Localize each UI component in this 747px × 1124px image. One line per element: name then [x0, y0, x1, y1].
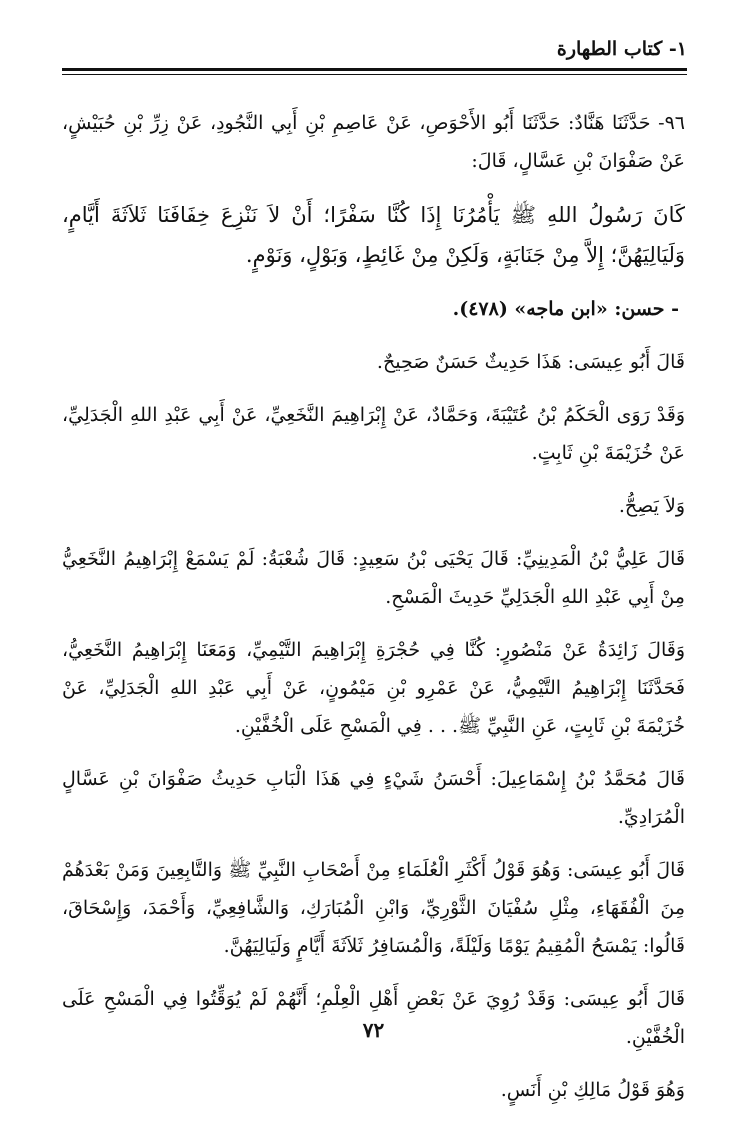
hadith-grade: - حسن: «ابن ماجه» (٤٧٨).	[452, 298, 679, 320]
header-rule	[62, 68, 687, 74]
commentary-paragraph: وَقَالَ زَائِدَةُ عَنْ مَنْصُورٍ: كُنَّا فِي حُجْرَةِ إِبْرَاهِيمَ التَّيْمِيِّ، وَمَعَنَا إِبْرَاهِيمُ النَّخَعِيُّ، فَحَدَّثَنَا إِبْرَاهِيمُ التَّيْمِيُّ، عَنْ عَمْرِو بْنِ مَيْمُونٍ، عَنْ أَبِي عَبْدِ اللهِ الْجَدَلِيِّ، عَنْ خُزَيْمَةَ بْنِ ثَابِتٍ، عَنِ النَّبِيِّ ﷺ. . . فِي الْمَسْحِ عَلَى الْخُفَّيْنِ.	[62, 639, 685, 737]
hadith-isnad: ٩٦- حَدَّثَنَا هَنَّادٌ: حَدَّثَنَا أَبُو الأَحْوَصِ، عَنْ عَاصِمِ بْنِ أَبِي النَّجُودِ، عَنْ زِرِّ بْنِ حُبَيْشٍ، عَنْ صَفْوَانَ بْنِ عَسَّالٍ، قَالَ:	[62, 112, 685, 172]
page-number: ٧٢	[362, 1018, 385, 1042]
commentary-paragraph: وَقَدْ رَوَى الْحَكَمُ بْنُ عُتَيْبَةَ، وَحَمَّادٌ، عَنْ إِبْرَاهِيمَ النَّخَعِيِّ، عَنْ أَبِي عَبْدِ اللهِ الْجَدَلِيِّ، عَنْ خُزَيْمَةَ بْنِ ثَابِتٍ.	[62, 404, 685, 464]
commentary-paragraph: قَالَ عَلِيُّ بْنُ الْمَدِينِيِّ: قَالَ يَحْيَى بْنُ سَعِيدٍ: قَالَ شُعْبَةُ: لَمْ يَسْمَعْ إِبْرَاهِيمُ النَّخَعِيُّ مِنْ أَبِي عَبْدِ اللهِ الْجَدَلِيِّ حَدِيثَ الْمَسْحِ.	[62, 548, 685, 608]
commentary-paragraph: قَالَ أَبُو عِيسَى: وَهُوَ قَوْلُ أَكْثَرِ الْعُلَمَاءِ مِنْ أَصْحَابِ النَّبِيِّ ﷺ وَالتَّابِعِينَ وَمَنْ بَعْدَهُمْ مِنَ الْفُقَهَاءِ، مِثْلِ سُفْيَانَ الثَّوْرِيِّ، وَابْنِ الْمُبَارَكِ، وَالشَّافِعِيِّ، وَأَحْمَدَ، وَإِسْحَاقَ، قَالُوا: يَمْسَحُ الْمُقِيمُ يَوْمًا وَلَيْلَةً، وَالْمُسَافِرُ ثَلاَثَةَ أَيَّامٍ وَلَيَالِيَهُنَّ.	[62, 859, 685, 957]
commentary-paragraph: وَهُوَ قَوْلُ مَالِكِ بْنِ أَنَسٍ.	[500, 1079, 685, 1101]
commentary-paragraph: وَلاَ يَصِحُّ.	[618, 495, 685, 517]
commentary-paragraph: قَالَ أَبُو عِيسَى: هَذَا حَدِيثٌ حَسَنٌ صَحِيحٌ.	[376, 351, 685, 373]
running-header: ١- كتاب الطهارة	[556, 38, 687, 60]
hadith-matn: كَانَ رَسُولُ اللهِ ﷺ يَأْمُرُنَا إِذَا كُنَّا سَفْرًا؛ أَنْ لاَ نَنْزِعَ خِفَافَنَا ثَلاَثَةَ أَيَّامٍ، وَلَيَالِيَهُنَّ؛ إِلاَّ مِنْ جَنَابَةٍ، وَلَكِنْ مِنْ غَائِطٍ، وَبَوْلٍ، وَنَوْمٍ.	[62, 203, 685, 267]
commentary-paragraph: قَالَ مُحَمَّدُ بْنُ إِسْمَاعِيلَ: أَحْسَنُ شَيْءٍ فِي هَذَا الْبَابِ حَدِيثُ صَفْوَانَ بْنِ عَسَّالٍ الْمُرَادِيِّ.	[62, 768, 685, 828]
page-body	[62, 104, 685, 1124]
commentary-paragraph: قَالَ أَبُو عِيسَى: وَقَدْ رُوِيَ عَنْ بَعْضِ أَهْلِ الْعِلْمِ؛ أَنَّهُمْ لَمْ يُوَقِّتُوا فِي الْمَسْحِ عَلَى الْخُفَّيْنِ.	[62, 988, 685, 1048]
